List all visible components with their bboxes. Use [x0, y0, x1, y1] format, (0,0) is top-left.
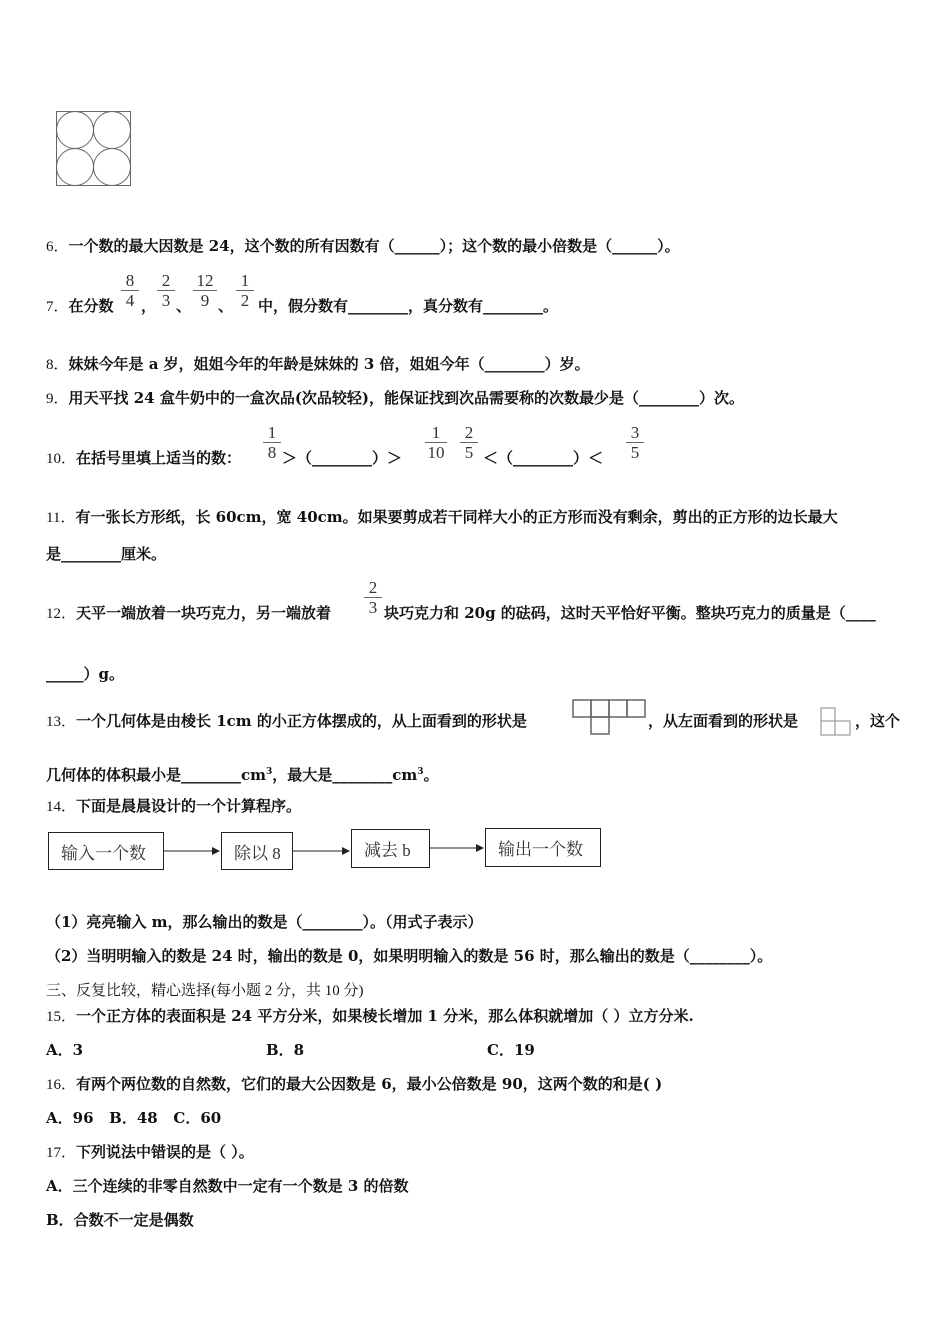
question-text-line2: 是________厘米。: [46, 545, 167, 563]
option-a: A．3: [46, 1041, 84, 1059]
option-b: B．合数不一定是偶数: [46, 1211, 194, 1229]
separator: 、: [218, 297, 234, 315]
question-number: 6．: [46, 239, 69, 255]
numerator: 3: [630, 423, 640, 442]
question-number: 12．: [46, 606, 77, 622]
question-text: 块巧克力和 20g 的砝码，这时天平恰好平衡。整块巧克力的质量是（____: [384, 604, 876, 622]
question-text: 在分数: [68, 297, 114, 315]
subquestion-1: （1）亮亮输入 m，那么输出的数是（________）。（用式子表示）: [46, 913, 483, 931]
question-text: 下列说法中错误的是（ ）。: [76, 1143, 254, 1161]
denominator: 5: [460, 442, 478, 462]
subquestion-2: （2）当明明输入的数是 24 时，输出的数是 0，如果明明输入的数是 56 时，那么输出的数是（________）。: [46, 947, 773, 965]
numerator: 8: [125, 271, 135, 290]
question-text: 妹妹今年是 a 岁，姐姐今年的年龄是妹妹的 3 倍，姐姐今年（________）岁。: [68, 355, 590, 373]
flow-box-output: 输出一个数: [485, 828, 601, 867]
question-text: 有一张长方形纸，长 60cm，宽 40cm。如果要剪成若干同样大小的正方形而没有剩余，剪出的正方形的边长最大: [75, 508, 838, 526]
question-number: 10．: [46, 451, 77, 467]
denominator: 5: [626, 442, 644, 462]
denominator: 4: [121, 290, 139, 310]
text: ，最大是________cm: [272, 766, 418, 784]
denominator: 8: [263, 442, 281, 462]
flow-box-input: 输入一个数: [48, 832, 164, 870]
question-number: 8．: [46, 357, 69, 373]
flow-box-subtract: 减去 b: [351, 829, 430, 868]
option-c: C．19: [487, 1041, 535, 1059]
question-text-line2: _____）g。: [46, 665, 124, 683]
question-17: [46, 1142, 254, 1163]
question-text: 有两个两位数的自然数，它们的最大公因数是 6，最小公倍数是 90，这两个数的和是( ): [76, 1075, 663, 1093]
question-number: 13．: [46, 714, 77, 730]
superscript: 3: [266, 767, 273, 777]
question-text: 天平一端放着一块巧克力，另一端放着: [76, 604, 332, 622]
question-text: ＜（________）＜: [483, 449, 604, 467]
question-15: [46, 1006, 694, 1027]
numerator: 2: [368, 578, 378, 597]
superscript: 3: [417, 767, 424, 777]
question-number: 16．: [46, 1077, 77, 1093]
numerator: 12: [196, 271, 214, 290]
numerator: 1: [431, 423, 441, 442]
text: 。: [423, 766, 439, 784]
option-b: B．8: [266, 1041, 305, 1059]
denominator: 10: [425, 442, 447, 462]
denominator: 3: [157, 290, 175, 310]
question-text: 用天平找 24 盒牛奶中的一盒次品(次品较轻)，能保证找到次品需要称的次数最少是（________）次。: [68, 389, 745, 407]
separator: ，: [141, 297, 157, 315]
text: 几何体的体积最小是________cm: [46, 766, 267, 784]
question-number: 7．: [46, 299, 69, 315]
denominator: 2: [236, 290, 254, 310]
numerator: 2: [161, 271, 171, 290]
separator: 、: [176, 297, 192, 315]
question-text: 一个几何体是由棱长 1cm 的小正方体摆成的，从上面看到的形状是: [76, 712, 527, 730]
question-text: 一个正方体的表面积是 24 平方分米，如果棱长增加 1 分米，那么体积就增加（ ）立方分米.: [76, 1007, 694, 1025]
option-a: A．三个连续的非零自然数中一定有一个数是 3 的倍数: [46, 1177, 409, 1195]
denominator: 9: [193, 290, 217, 310]
question-text: ＞（________）＞: [282, 449, 403, 467]
question-number: 17．: [46, 1145, 77, 1161]
numerator: 2: [464, 423, 474, 442]
question-text: ，从左面看到的形状是: [648, 712, 799, 730]
section-heading: 三、反复比较，精心选择(每小题 2 分，共 10 分): [46, 983, 364, 999]
denominator: 3: [364, 597, 382, 617]
question-text: 下面是晨晨设计的一个计算程序。: [76, 797, 302, 815]
question-text: 中，假分数有________，真分数有________。: [258, 297, 559, 315]
question-number: 11．: [46, 510, 76, 526]
question-text: ，这个: [855, 712, 901, 730]
numerator: 1: [240, 271, 250, 290]
options: A．96 B．48 C．60: [46, 1109, 222, 1127]
question-number: 15．: [46, 1009, 77, 1025]
question-text: 在括号里填上适当的数：: [76, 449, 242, 467]
question-text: 一个数的最大因数是 24，这个数的所有因数有（______）；这个数的最小倍数是（______）。: [68, 237, 680, 255]
flow-box-divide: 除以 8: [221, 832, 293, 870]
numerator: 1: [267, 423, 277, 442]
question-number: 14．: [46, 799, 77, 815]
question-16: [46, 1074, 662, 1095]
question-number: 9．: [46, 391, 69, 407]
